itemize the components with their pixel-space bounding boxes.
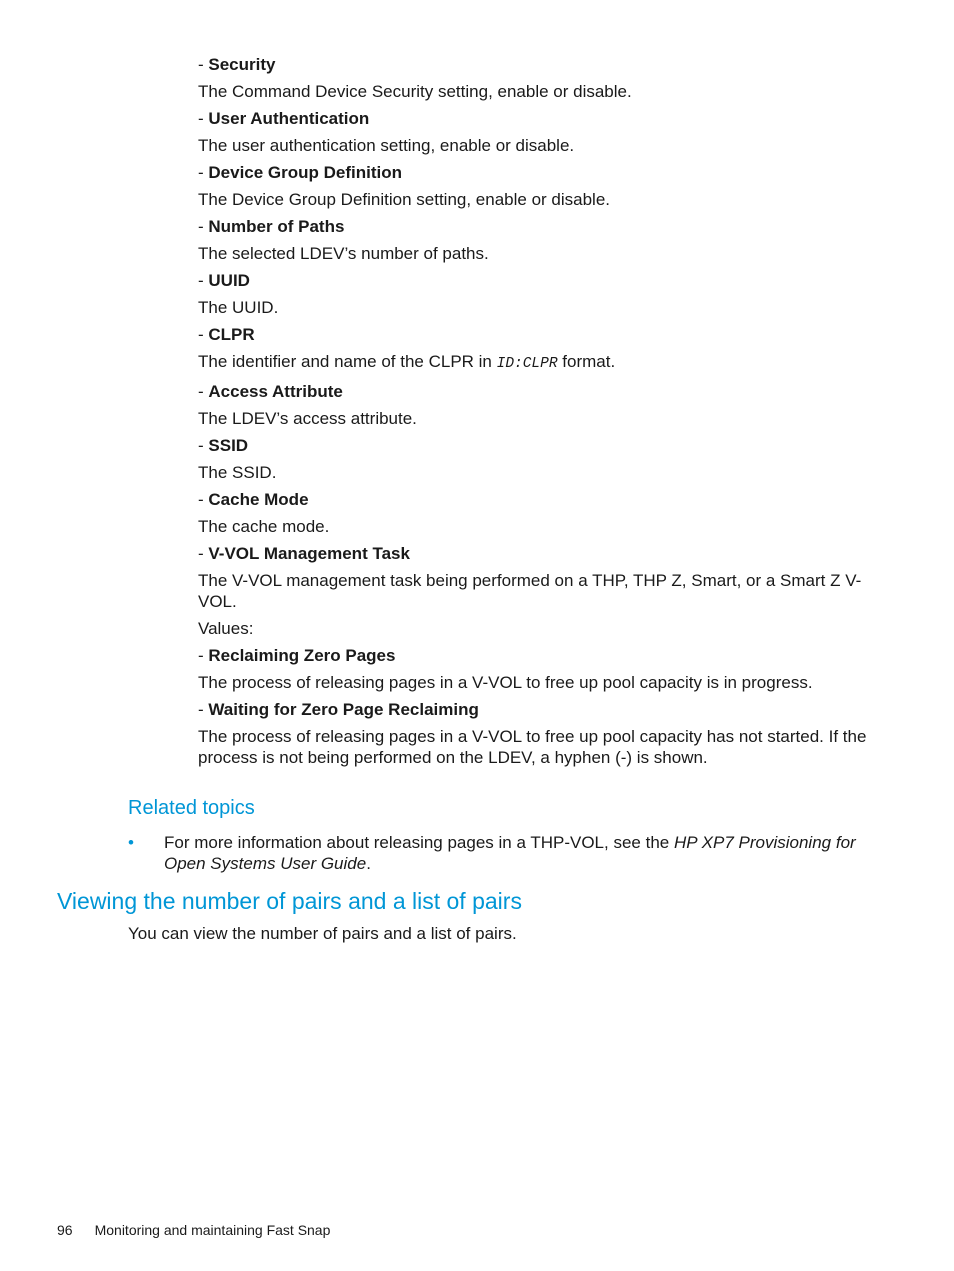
desc-uuid: The UUID. bbox=[198, 298, 279, 317]
chapter-title: Monitoring and maintaining Fast Snap bbox=[94, 1222, 331, 1238]
desc-security: The Command Device Security setting, enable or disable. bbox=[198, 82, 632, 101]
term-reclaiming-zero-pages: - Reclaiming Zero Pages bbox=[198, 646, 396, 665]
section-body: You can view the number of pairs and a list of pairs. bbox=[128, 924, 517, 943]
term-clpr: - CLPR bbox=[198, 325, 255, 344]
related-topics-list bbox=[128, 832, 868, 874]
page-number: 96 bbox=[57, 1222, 73, 1238]
guide-reference: HP XP7 Provisioning for Open Systems User Guide bbox=[164, 833, 856, 873]
related-topics-heading: Related topics bbox=[128, 797, 255, 819]
desc-ssid: The SSID. bbox=[198, 463, 277, 482]
desc-number-of-paths: The selected LDEV’s number of paths. bbox=[198, 244, 489, 263]
term-waiting-for-zero-page-reclaiming: - Waiting for Zero Page Reclaiming bbox=[198, 700, 479, 719]
section-title: Viewing the number of pairs and a list of pairs bbox=[57, 888, 522, 914]
clpr-format-code: ID:CLPR bbox=[496, 356, 558, 372]
desc-user-authentication: The user authentication setting, enable or disable. bbox=[198, 136, 575, 155]
page-footer bbox=[57, 1222, 330, 1238]
term-cache-mode: - Cache Mode bbox=[198, 490, 309, 509]
desc-waiting-for-zero-page-reclaiming: The process of releasing pages in a V-VOL to free up pool capacity has not started. If the process is not being performed on the LDEV, a hyphen (-) is shown. bbox=[198, 727, 867, 767]
desc-vvol-management-task: The V-VOL management task being performed on a THP, THP Z, Smart, or a Smart Z V-VOL. bbox=[198, 571, 862, 611]
term-access-attribute: - Access Attribute bbox=[198, 382, 343, 401]
desc-cache-mode: The cache mode. bbox=[198, 517, 330, 536]
list-item: • For more information about releasing pages in a THP-VOL, see the HP XP7 Provisioning for Open Systems User Guide. bbox=[128, 833, 856, 873]
term-device-group-definition: - Device Group Definition bbox=[198, 163, 403, 182]
term-vvol-management-task: - V-VOL Management Task bbox=[198, 544, 410, 563]
term-uuid: - UUID bbox=[198, 271, 250, 290]
desc-values-label: Values: bbox=[198, 619, 254, 638]
bullet-icon: • bbox=[128, 833, 134, 852]
desc-access-attribute: The LDEV’s access attribute. bbox=[198, 409, 417, 428]
definition-list bbox=[198, 54, 878, 774]
term-number-of-paths: - Number of Paths bbox=[198, 217, 345, 236]
desc-clpr: The identifier and name of the CLPR in ID:CLPR format. bbox=[198, 352, 616, 372]
term-user-authentication: - User Authentication bbox=[198, 109, 370, 128]
desc-reclaiming-zero-pages: The process of releasing pages in a V-VOL to free up pool capacity is in progress. bbox=[198, 673, 813, 692]
term-security: - Security bbox=[198, 55, 276, 74]
term-ssid: - SSID bbox=[198, 436, 249, 455]
desc-device-group-definition: The Device Group Definition setting, enable or disable. bbox=[198, 190, 611, 209]
